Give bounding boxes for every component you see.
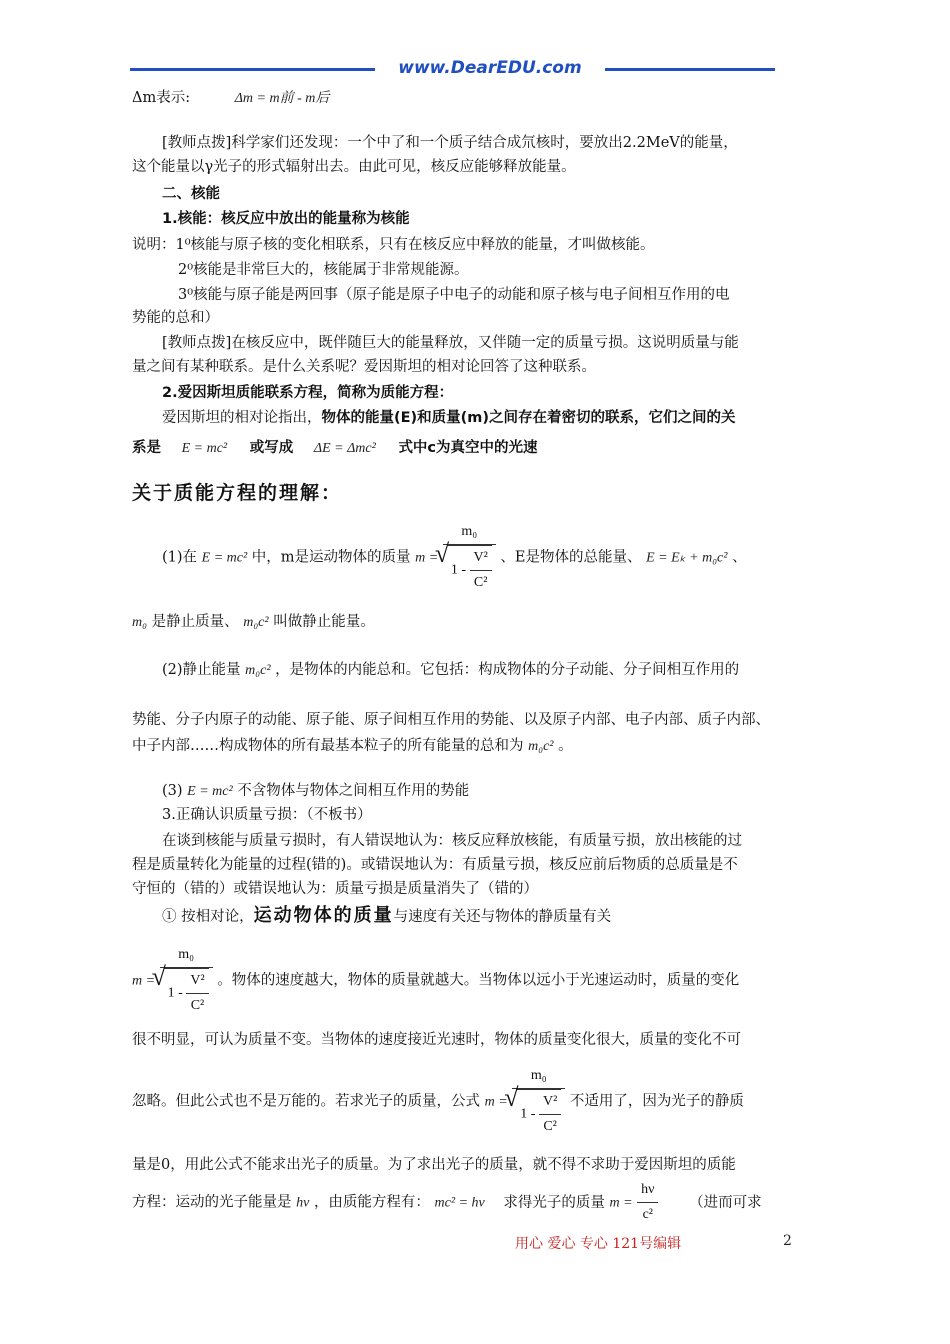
formula-rel-mass-lhs: m = [415, 550, 439, 566]
formula-e-mc2: E = mc² [181, 441, 228, 456]
para-misconception-3: 守恒的（错的）或错误地认为：质量亏损是质量消失了（错的） [132, 881, 538, 897]
understanding-2-line2: 势能、分子内原子的动能、原子能、原子间相互作用的势能、以及原子内部、电子内部、质子内部、 [132, 712, 770, 728]
footer-editor-note: 用心 爱心 专心 121号编辑 [515, 1236, 682, 1252]
heading-1-nuclear-energy: 1.核能：核反应中放出的能量称为核能 [162, 211, 410, 227]
relativity-line-5: 量是0，用此公式不能求出光子的质量。为了求出光子的质量，就不得不求助于爱因斯坦的质能 [132, 1157, 736, 1173]
formula-delta-m: Δm = m前 - m后 [234, 91, 330, 106]
formula-e-mc2-inline: E = mc² [201, 550, 248, 566]
formula-relativistic-mass: m₀ √ 1 - $\frac{\text{V²}}{\text{C²}}$ [443, 520, 496, 595]
relativity-line-3: 很不明显，可认为质量不变。当物体的速度接近光速时，物体的质量变化很大，质量的变化不可 [132, 1032, 741, 1048]
page-number: 2 [783, 1233, 792, 1249]
relativity-line-4: 忽略。但此公式也不是万能的。若求光子的质量，公式 m = m₀ √ 1 - $\frac{\text{V²}}{\text{C²}}$ 不适用了，因为光子的静质 [132, 1064, 822, 1144]
understanding-2-line3: 中子内部……构成物体的所有最基本粒子的所有能量的总和为 m₀c² 。 [132, 738, 573, 754]
para-einstein-b: 系是 E = mc² 或写成 ΔE = Δmc² 式中c为真空中的光速 [132, 440, 538, 456]
para-misconception-2: 程是质量转化为能量的过程(错的)。或错误地认为：有质量亏损，核反应前后物质的总质量是不 [132, 857, 738, 873]
relativity-line-6: 方程：运动的光子能量是 hν ，由质能方程有： mc² = hν 求得光子的质量 m = $\frac{h\nu}{\text{c²}}$ （进而可求 [132, 1178, 822, 1224]
note-1: 说明：1⁰核能与原子核的变化相联系，只有在核反应中释放的能量，才叫做核能。 [132, 237, 655, 253]
para-teacher-2b: 量之间有某种联系。是什么关系呢？爱因斯坦的相对论回答了这种联系。 [132, 359, 596, 375]
formula-relativistic-mass-2: m₀ √ 1 - $\frac{\text{V²}}{\text{C²}}$ [160, 943, 213, 1018]
header-rule-left [130, 68, 380, 71]
understanding-2: (2)静止能量 m₀c² ，是物体的内能总和。它包括：构成物体的分子动能、分子间相互作用的 [162, 662, 740, 678]
para-misconception-1: 在谈到核能与质量亏损时，有人错误地认为：核反应释放核能，有质量亏损，放出核能的过 [162, 833, 742, 849]
heading-nuclear-energy: 二、核能 [162, 186, 220, 202]
para-teacher-1b: 这个能量以γ光子的形式辐射出去。由此可见，核反应能够释放能量。 [132, 159, 576, 175]
formula-total-energy: E = Eₖ + m₀c² [646, 550, 728, 566]
delta-m-line: Δm表示: Δm = m前 - m后 [132, 90, 330, 106]
header-rule-right [600, 68, 775, 71]
heading-3-mass-defect: 3.正确认识质量亏损：（不板书） [162, 807, 372, 823]
relativity-formula-line: m = m₀ √ 1 - $\frac{\text{V²}}{\text{C²}}$ 。物体的速度越大，物体的质量就越大。当物体以远小于光速运动时，质量的变化 [132, 943, 822, 1019]
formula-photon-mass: $\frac{h\nu}{\text{c²}}$ [637, 1178, 658, 1227]
formula-delta-e: ΔE = Δmc² [313, 441, 376, 456]
understanding-1: (1)在 E = mc² 中，m是运动物体的质量 m = m₀ √ 1 - $\frac{\text{V²}}{\text{C²}}$ 、E是物体的总能量、 E = Eₖ + m₀c² 、 [162, 520, 852, 600]
understanding-3: (3) E = mc² 不含物体与物体之间相互作用的势能 [162, 783, 470, 799]
formula-relativistic-mass-3: m₀ √ 1 - $\frac{\text{V²}}{\text{C²}}$ [512, 1064, 565, 1139]
note-3a: 3⁰核能与原子能是两回事（原子能是原子中电子的动能和原子核与电子间相互作用的电 [178, 287, 730, 303]
note-2: 2⁰核能是非常巨大的，核能属于非常规能源。 [178, 262, 469, 278]
para-teacher-2a: [教师点拨]在核反应中，既伴随巨大的能量释放，又伴随一定的质量亏损。这说明质量与能 [162, 335, 739, 351]
para-einstein-a: 爱因斯坦的相对论指出，物体的能量(E)和质量(m)之间存在着密切的联系，它们之间的关 [162, 410, 736, 426]
understanding-1-cont: m₀ 是静止质量、 m₀c² 叫做静止能量。 [132, 614, 375, 630]
heading-2-mass-energy: 2.爱因斯坦质能联系方程，简称为质能方程： [162, 385, 454, 401]
header-site: www.DearEDU.com [375, 58, 605, 78]
para-teacher-1a: [教师点拨]科学家们还发现：一个中了和一个质子结合成氘核时，要放出2.2MeV的能量， [162, 135, 738, 151]
relativity-point-1: ① 按相对论，运动物体的质量与速度有关还与物体的静质量有关 [162, 905, 612, 926]
note-3b: 势能的总和） [132, 310, 219, 326]
section-understanding-title: 关于质能方程的理解： [132, 482, 343, 504]
